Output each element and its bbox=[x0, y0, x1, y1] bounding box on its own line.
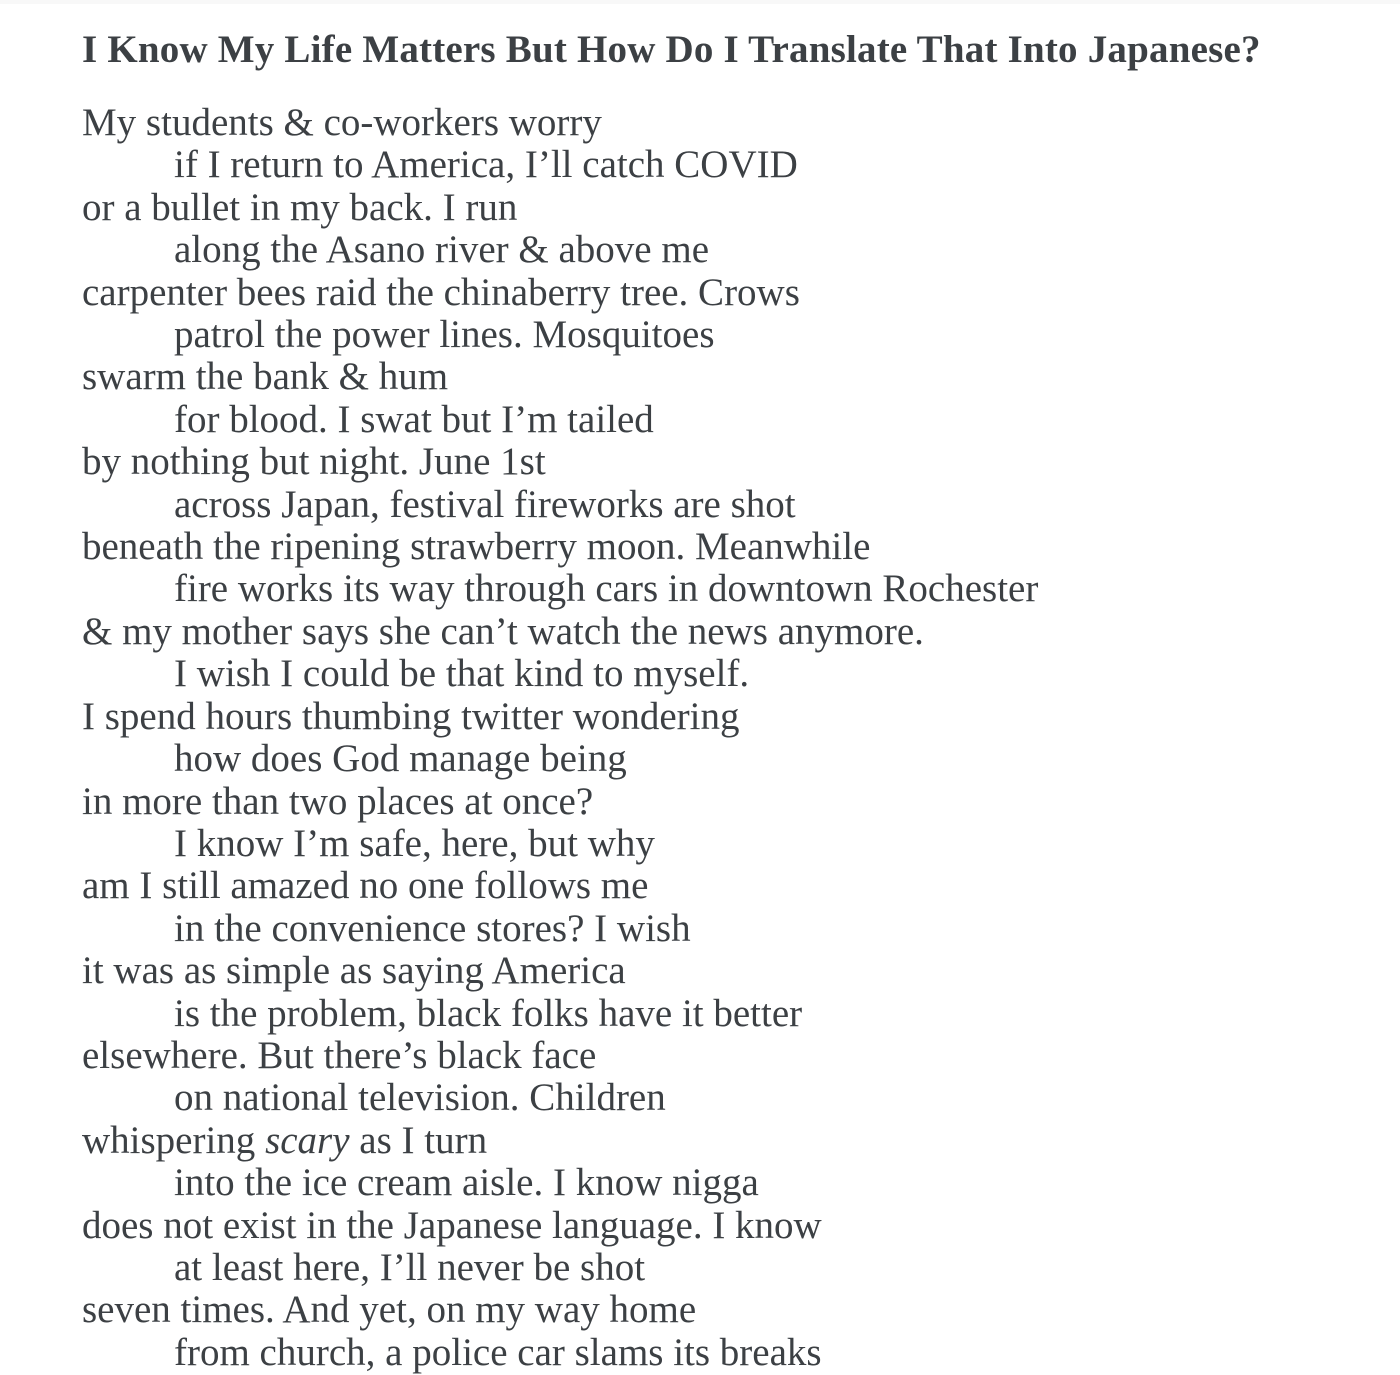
poem-line bbox=[82, 738, 1340, 780]
poem-text: I spend hours thumbing twitter wondering bbox=[82, 694, 740, 738]
poem-word-italic: scary bbox=[265, 1118, 350, 1162]
poem-line bbox=[82, 1035, 1340, 1077]
poem-line bbox=[82, 1247, 1340, 1289]
poem-line bbox=[82, 568, 1340, 610]
poem-text: at least here, I’ll never be shot bbox=[174, 1245, 646, 1289]
poem-text: into the ice cream aisle. I know nigga bbox=[174, 1161, 759, 1205]
poem-line bbox=[82, 908, 1340, 950]
poem-line bbox=[82, 314, 1340, 356]
poem-line bbox=[82, 272, 1340, 314]
poem-line bbox=[82, 653, 1340, 695]
poem-line bbox=[82, 1205, 1340, 1247]
poem-text: is the problem, black folks have it better bbox=[174, 991, 803, 1035]
poem-text: whispering bbox=[82, 1118, 266, 1162]
poem-line bbox=[82, 399, 1340, 441]
poem-text: carpenter bees raid the chinaberry tree. Crows bbox=[82, 270, 800, 314]
poem-text: I wish I could be that kind to myself. bbox=[174, 652, 750, 696]
poem-text: seven times. And yet, on my way home bbox=[82, 1288, 697, 1332]
poem-text: in more than two places at once? bbox=[82, 779, 594, 823]
poem-line bbox=[82, 865, 1340, 907]
poem-text: on national television. Children bbox=[174, 1076, 666, 1120]
poem-text: & my mother says she can’t watch the news anymore. bbox=[82, 609, 924, 653]
poem-line bbox=[82, 611, 1340, 653]
poem-text: as I turn bbox=[349, 1118, 488, 1162]
poem-body bbox=[82, 102, 1340, 1374]
poem-text: or a bullet in my back. I run bbox=[82, 185, 518, 229]
poem-line bbox=[82, 1289, 1340, 1331]
poem-line bbox=[82, 696, 1340, 738]
poem-line bbox=[82, 441, 1340, 483]
poem-text: beneath the ripening strawberry moon. Meanwhile bbox=[82, 525, 871, 569]
poem-text: swarm the bank & hum bbox=[82, 355, 449, 399]
poem-line bbox=[82, 950, 1340, 992]
poem-text: for blood. I swat but I’m tailed bbox=[174, 397, 654, 441]
poem-line bbox=[82, 993, 1340, 1035]
poem-line bbox=[82, 526, 1340, 568]
page-top-edge bbox=[0, 0, 1400, 4]
poem-text: does not exist in the Japanese language. I know bbox=[82, 1203, 822, 1247]
poem-line bbox=[82, 144, 1340, 186]
poem-text: I know I’m safe, here, but why bbox=[174, 821, 655, 865]
poem-text: if I return to America, I’ll catch COVID bbox=[174, 143, 798, 187]
poem-line bbox=[82, 823, 1340, 865]
poem-text: from church, a police car slams its breaks bbox=[174, 1330, 822, 1374]
poem-text: elsewhere. But there’s black face bbox=[82, 1033, 597, 1077]
poem-text: in the convenience stores? I wish bbox=[174, 906, 691, 950]
poem-text: by nothing but night. June 1st bbox=[82, 440, 546, 484]
poem-line bbox=[82, 1332, 1340, 1374]
poem-line bbox=[82, 229, 1340, 271]
poem-line bbox=[82, 1162, 1340, 1204]
poem-line bbox=[82, 1120, 1340, 1162]
poem-text: am I still amazed no one follows me bbox=[82, 864, 649, 908]
poem-text: how does God manage being bbox=[174, 737, 627, 781]
poem-line bbox=[82, 781, 1340, 823]
poem-line bbox=[82, 187, 1340, 229]
poem-line bbox=[82, 356, 1340, 398]
poem-text: fire works its way through cars in downtown Rochester bbox=[174, 567, 1039, 611]
poem-text: across Japan, festival fireworks are shot bbox=[174, 482, 796, 526]
poem-title: I Know My Life Matters But How Do I Translate That Into Japanese? bbox=[82, 28, 1261, 71]
poem-text: along the Asano river & above me bbox=[174, 228, 710, 272]
poem-line bbox=[82, 1077, 1340, 1119]
poem-line bbox=[82, 102, 1340, 144]
poem-line bbox=[82, 484, 1340, 526]
poem-text: it was as simple as saying America bbox=[82, 949, 626, 993]
poem-text: My students & co-workers worry bbox=[82, 101, 602, 144]
poem-text: patrol the power lines. Mosquitoes bbox=[174, 313, 715, 357]
